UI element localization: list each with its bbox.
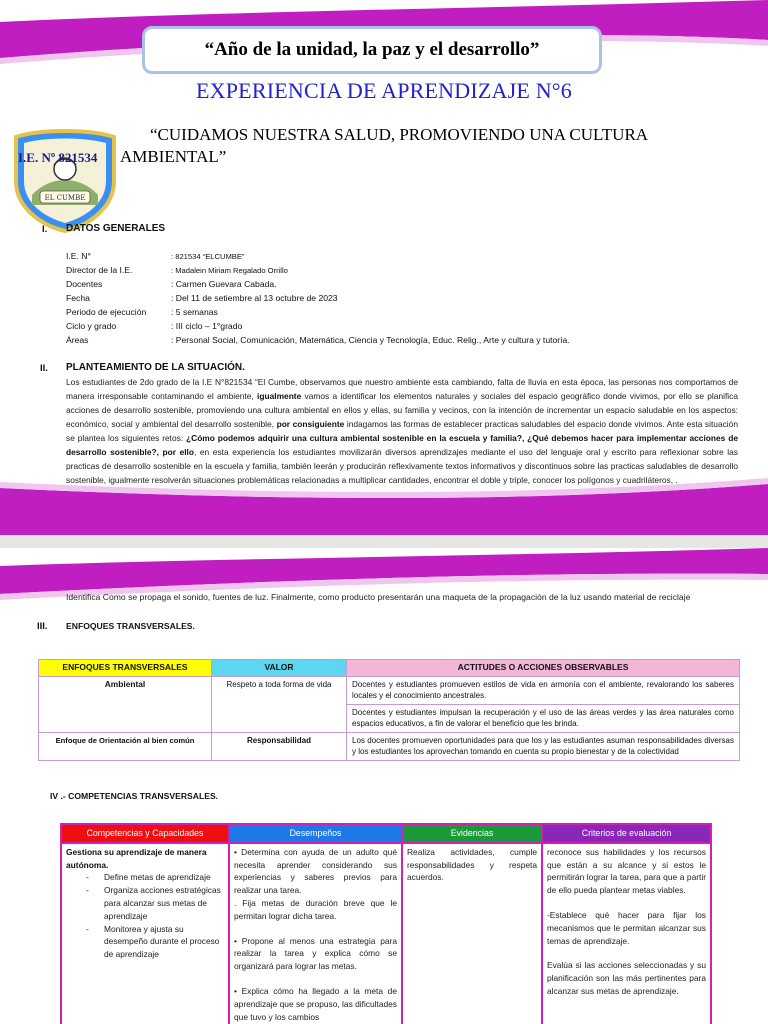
school-crest-label: I.E. Nº 821534 xyxy=(18,150,98,165)
desempenos-header: Desempeños xyxy=(229,824,402,843)
competencias-header: Competencias y Capacidades xyxy=(61,824,229,843)
enfoque-cell: Enfoque de Orientación al bien común xyxy=(39,732,212,760)
enfoque-cell: Ambiental xyxy=(39,676,212,732)
desempeno-item: . Fija metas de duración breve que le permitan lograr dicha tarea. xyxy=(234,897,397,921)
desempenos-cell xyxy=(229,843,402,1024)
section-4-title: IV .- COMPETENCIAS TRANSVERSALES. xyxy=(50,791,219,801)
datos-label: Docentes xyxy=(66,279,103,289)
competencias-table xyxy=(60,823,712,1024)
experience-title: EXPERIENCIA DE APRENDIZAJE N°6 xyxy=(196,78,572,103)
datos-label: Periodo de ejecución xyxy=(66,307,147,317)
valor-cell: Responsabilidad xyxy=(212,732,347,760)
section-1-title: DATOS GENERALES xyxy=(66,223,166,234)
actitud-cell: Docentes y estudiantes promueven estilos de vida en armonía con el ambiente, revalorando los saberes locales y el conocimiento ancestrales. xyxy=(347,676,740,704)
section-3-number: III. xyxy=(37,621,48,632)
slogan-line-2: AMBIENTAL” xyxy=(120,147,227,166)
evidencias-header: Evidencias xyxy=(402,824,542,843)
list-item: - Monitorea y ajusta su desempeño durante el proceso de aprendizaje xyxy=(86,923,220,960)
datos-label: Fecha xyxy=(66,293,90,303)
desempeno-item: • Explica cómo ha llegado a la meta de aprendizaje que se propuso, las dificultades que tuvo y los cambios xyxy=(234,985,397,1022)
datos-value: : 821534 “ELCUMBE” xyxy=(171,252,245,261)
section-1-number: I. xyxy=(42,224,48,235)
competencias-header-row xyxy=(61,824,711,843)
table-row xyxy=(39,732,740,760)
actitudes-header: ACTITUDES O ACCIONES OBSERVABLES xyxy=(347,660,740,677)
datos-value: : Carmen Guevara Cabada. xyxy=(171,279,277,289)
competencia-name: Gestiona su aprendizaje de manera autónoma. xyxy=(66,846,207,870)
situation-continuation: Identifica Como se propaga el sonido, fuentes de luz. Finalmente, como producto presentarán una maqueta de la propagación de la luz usando material de reciclaje xyxy=(66,592,691,602)
school-crest-logo xyxy=(10,125,120,233)
datos-value: : Del 11 de setiembre al 13 octubre de 2023 xyxy=(171,293,338,303)
section-3-title: ENFOQUES TRANSVERSALES. xyxy=(66,621,195,631)
desempeno-item: • Determina con ayuda de un adulto qué necesita aprender considerando sus experiencias y saberes previos para realizar una tarea. xyxy=(234,846,397,896)
section-2-title: PLANTEAMIENTO DE LA SITUACIÓN. xyxy=(66,362,245,373)
motto-text: “Año de la unidad, la paz y el desarrollo” xyxy=(204,39,540,60)
section-2-number: II. xyxy=(40,363,48,374)
datos-value: : Madalein Miriam Regalado Orrillo xyxy=(171,266,288,275)
enfoques-header: ENFOQUES TRANSVERSALES xyxy=(39,660,212,677)
criterio-item: reconoce sus habilidades y los recursos que están a su alcance y si estos le permitirán lograr la tarea, para que a partir de ello pueda plantear metas viables. xyxy=(547,846,706,896)
criterios-cell xyxy=(542,843,711,1024)
competencia-cell xyxy=(61,843,229,1024)
crest-banner-text: EL CUMBE xyxy=(44,194,86,202)
experience-slogan xyxy=(120,124,710,166)
datos-label: Áreas xyxy=(66,335,89,345)
enfoques-header-row xyxy=(39,660,740,677)
actitud-cell: Docentes y estudiantes impulsan la recuperación y el uso de las áreas verdes y las área naturales como espacios educativos, a fin de valorar el beneficio que les brinda. xyxy=(347,704,740,732)
table-row xyxy=(61,843,711,1024)
evidencias-cell: Realiza actividades, cumple responsabilidades y respeta acuerdos. xyxy=(402,843,542,1024)
datos-label: Director de la I.E. xyxy=(66,265,133,275)
datos-label: I.E. N° xyxy=(66,251,91,261)
valor-header: VALOR xyxy=(212,660,347,677)
datos-value: : III ciclo – 1°grado xyxy=(171,321,243,331)
actitud-cell: Los docentes promueven oportunidades para que los y las estudiantes asuman responsabilidades diversas y los estudiantes los aprovechan tomando en cuenta su propio bienestar y de la colectividad xyxy=(347,732,740,760)
criterio-item: Evalúa si las acciones seleccionadas y su planificación son las más pertinentes para alcanzar sus metas de aprendizaje. xyxy=(547,960,706,996)
datos-value: : 5 semanas xyxy=(171,307,218,317)
page-separator xyxy=(0,535,768,548)
list-item: - Organiza acciones estratégicas para alcanzar sus metas de aprendizaje xyxy=(86,885,221,921)
list-item: - Define metas de aprendizaje xyxy=(86,872,211,883)
criterios-header: Criterios de evaluación xyxy=(542,824,711,843)
datos-value: : Personal Social, Comunicación, Matemática, Ciencia y Tecnología, Educ. Relig., Arte y cultura y tutoría. xyxy=(171,335,570,345)
table-row xyxy=(39,676,740,704)
situation-paragraph: Los estudiantes de 2do grado de la I.E N°821534 “El Cumbe, observamos que nuestro ambiente esta cambiando, falta de lluvia en esta época, las personas nos comportamos de manera irresponsable contaminando el ambiente, igualmente vamos a identificar los elementos naturales y sociales del espacio geográfico donde vivimos, por ello se planifica acciones de desarrollo sostenible, promoviendo una cultura ambiental en ellos y ellas, su familia y vecinos, con la intención de incrementar un espacio saludable en los aspectos: económico, social y ambiental del desarrollo sostenible, por consiguiente indagamos las formas de establecer practicas saludables del espacio donde vivimos. Ante esta situación se plantea los siguientes retos: ¿Cómo podemos adquirir una cultura ambiental sostenible en la escuela y familia?, ¿Qué debemos hacer para implementar acciones de desarrollo sostenible?, por ello, en esta experiencia los estudiantes movilizarán diversos aprendizajes mediante el uso del lenguaje oral y escrito para reflexionar sobre las practicas de desarrollo sostenible en la escuela y familia, también leerán y producirán reflexivamente textos informativos y discontinuos sobre las practicas saludables de desarrollo sostenible, igualmente resolverán situaciones problemáticas relacionadas a multiplicar cantidades, encontrar el doble y triple, conocer los polígonos y cuadriláteros, . xyxy=(66,377,738,485)
desempeno-item: • Propone al menos una estrategia para realizar la tarea y explica cómo se organizará para lograr las metas. xyxy=(234,935,397,972)
motto-box xyxy=(142,26,602,74)
valor-cell: Respeto a toda forma de vida xyxy=(212,676,347,732)
criterio-item: -Establece qué hacer para fijar los mecanismos que le permitan alcanzar sus temas de aprendizaje. xyxy=(547,909,706,946)
enfoques-table xyxy=(38,659,740,761)
slogan-line-1: “CUIDAMOS NUESTRA SALUD, PROMOVIENDO UNA CULTURA xyxy=(150,125,649,144)
datos-label: Ciclo y grado xyxy=(66,321,117,331)
capacidades-list xyxy=(66,871,224,961)
